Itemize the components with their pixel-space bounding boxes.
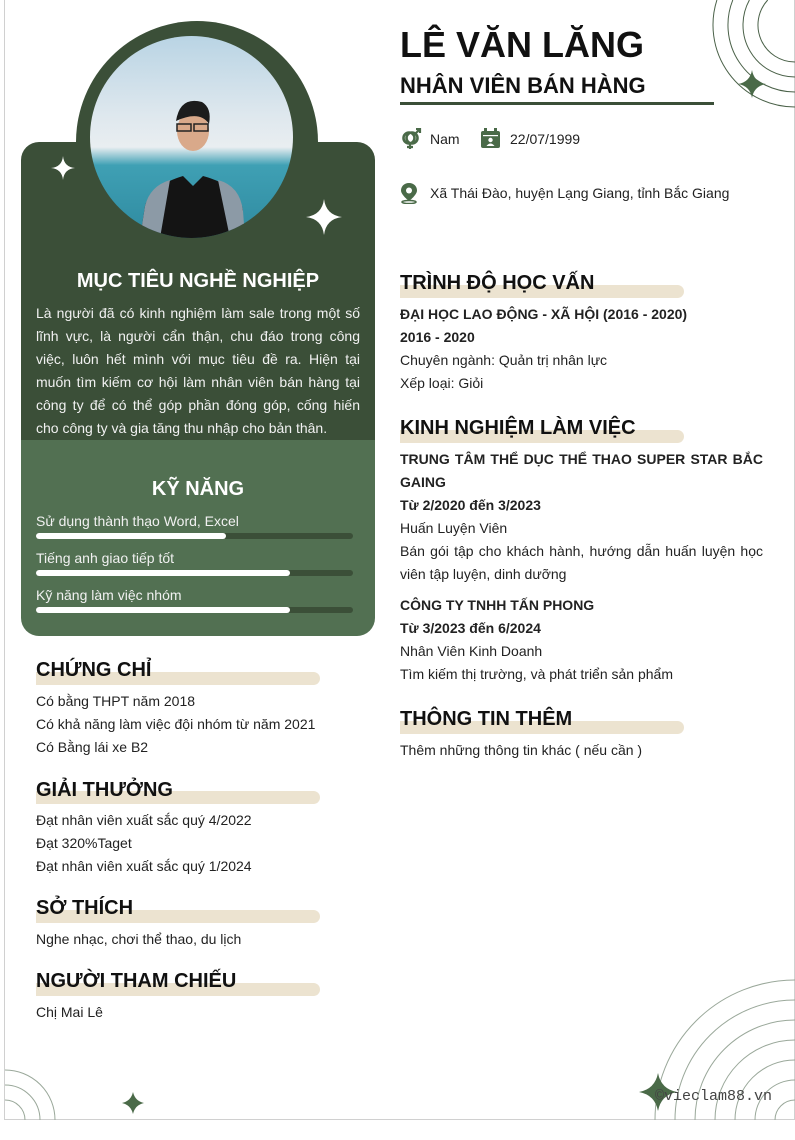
hobby-item: Nghe nhạc, chơi thể thao, du lịch [36,931,242,947]
job-period: Từ 3/2023 đến 6/2024 [400,620,541,636]
job-period: Từ 2/2020 đến 3/2023 [400,497,541,513]
award-item: Đạt nhân viên xuất sắc quý 4/2022 [36,812,252,828]
award-item: Đạt 320%Taget [36,835,132,851]
skill-label: Sử dụng thành thạo Word, Excel [36,513,239,529]
job-description: Bán gói tập cho khách hành, hướng dẫn huấn luyện học viên tập luyện, dinh dưỡng [400,543,763,582]
certificate-item: Có bằng THPT năm 2018 [36,693,196,709]
school-name: ĐẠI HỌC LAO ĐỘNG - XÃ HỘI (2016 - 2020) [400,306,688,322]
skill-label: Kỹ năng làm việc nhóm [36,587,182,603]
decorative-arc [775,1100,795,1120]
job-position: Huấn Luyện Viên [400,520,508,536]
education-title: TRÌNH ĐỘ HỌC VẤN [400,272,595,294]
job-company: TRUNG TÂM THỂ DỤC THỂ THAO SUPER STAR BẮC GAING [400,451,763,490]
avatar-photo [90,36,293,238]
birthdate-value: 22/07/1999 [510,131,581,147]
education-period: 2016 - 2020 [400,329,475,345]
education-major: Chuyên ngành: Quản trị nhân lực [400,352,608,368]
job-position: Nhân Viên Kinh Doanh [400,643,543,659]
skill-label: Tiếng anh giao tiếp tốt [36,550,175,566]
certificate-item: Có khả năng làm việc đội nhóm từ năm 2021 [36,716,316,732]
skill-bar-fill [36,607,290,613]
decorative-arc [743,0,795,77]
awards-title: GIẢI THƯỞNG [36,779,173,801]
decorative-arc [758,0,795,62]
job-description: Tìm kiếm thị trường, và phát triển sản phẩm [400,666,673,682]
calendar-icon [481,128,501,149]
objective-title: MỤC TIÊU NGHỀ NGHIỆP [76,270,320,292]
decorative-arc [5,1085,40,1120]
skill-bar-fill [36,533,226,539]
objective-text: Là người đã có kinh nghiệm làm sale trong một số lĩnh vực, là người cẩn thận, chu đáo trong công việc, luôn hết mình với mục tiêu đề ra. Hiện tại muốn tìm kiếm cơ hội làm nhân viên bán hàng tại công ty để có thể góp phần đóng góp, cống hiến cho công ty và gia tăng thu nhập cho bản thân. [36,305,360,436]
additional-text: Thêm những thông tin khác ( nếu cần ) [400,742,643,758]
sparkle-icon [122,1092,144,1114]
gender-value: Nam [430,131,460,147]
watermark: ©vieclam88.vn [655,1088,773,1105]
skill-bar [36,607,353,613]
references-title: NGƯỜI THAM CHIẾU [36,970,237,992]
award-item: Đạt nhân viên xuất sắc quý 1/2024 [36,858,252,874]
sparkle-icon [738,70,766,98]
decorative-arc [5,1100,25,1120]
skill-bar [36,570,353,576]
additional-title: THÔNG TIN THÊM [400,708,573,730]
certificates-title: CHỨNG CHỈ [36,659,152,681]
job-company: CÔNG TY TNHH TẤN PHONG [400,597,595,613]
skill-bar [36,533,353,539]
skills-title: KỸ NĂNG [151,478,245,500]
title-underline [400,102,714,105]
gender-icon [400,128,422,150]
skill-bar-fill [36,570,290,576]
candidate-name: LÊ VĂN LĂNG [400,24,645,65]
decorative-arc [728,0,795,92]
address-value: Xã Thái Đào, huyện Lạng Giang, tỉnh Bắc Giang [430,185,730,201]
experience-title: KINH NGHIỆM LÀM VIỆC [400,417,636,439]
job-title: NHÂN VIÊN BÁN HÀNG [400,73,646,98]
hobbies-title: SỞ THÍCH [36,897,134,919]
decorative-arc [715,1040,795,1120]
education-grade: Xếp loại: Giỏi [400,375,484,391]
certificate-item: Có Bằng lái xe B2 [36,739,149,755]
reference-item: Chị Mai Lê [36,1004,103,1020]
location-icon [400,182,418,204]
